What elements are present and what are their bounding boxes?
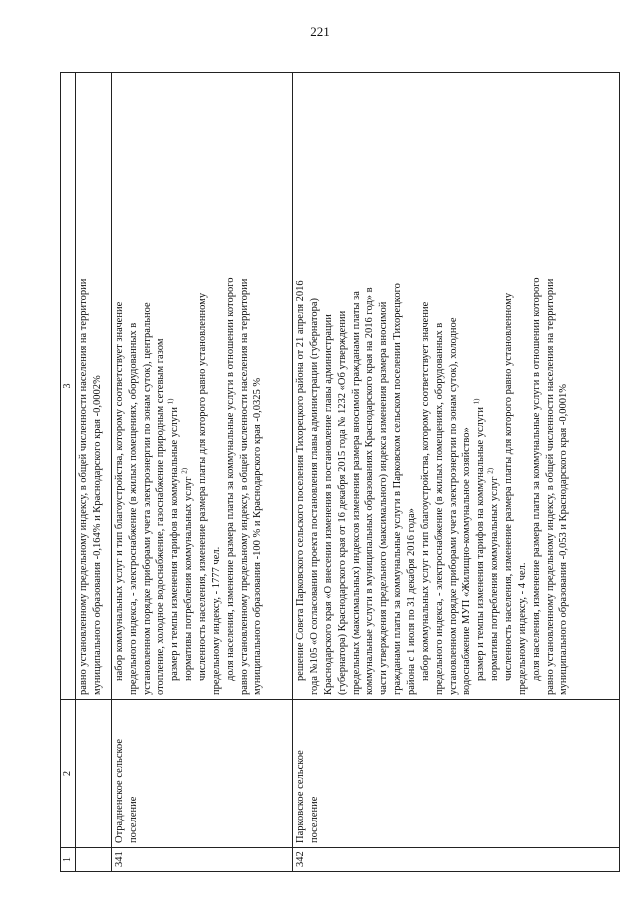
continuation-text: равно установленному предельному индексу, в общей численности населения на территории муниципального образования -0,164% и Краснодарского края -0,0002% — [76, 73, 112, 700]
header-col-3: 3 — [61, 73, 76, 700]
settlement-name: Парковское сельское поселение — [293, 700, 620, 848]
settlement-name: Отрадненское сельское поселение — [111, 700, 292, 848]
row-description: решение Совета Парковского сельского поселения Тихорецкого района от 21 апреля 2016 года №105 «О согласовании проекта постановления главы администрации (губернатора) Краснодарского края «О внесении изменения в постановление главы администрации (губернатора) Краснодарского края от 16 декабря 2015 года № 1232 «Об утверждении предельных (максимальных) индексов изменения размера вносимой гражданами платы за коммунальные услуги в муниципальных образованиях Краснодарского края на 2016 год» в части утверждения предельного (максимального) индекса изменения размера вносимой гражданами платы за коммунальные услуги в Парковском сельском поселении Тихорецкого района с 1 июля по 31 декабря 2016 года» набор коммунальных услуг и тип благоустройства, которому соответствует значение предельного индекса, - электроснабжение (в жилых помещениях, оборудованных в установленном порядке приборами учета электроэнергии по зонам суток), холодное водоснабжение МУП «Жилищно-коммунальное хозяйство» размер и темпы изменения тарифов на коммунальные услуги $^{1)}$ нормативы потребления коммунальных услуг $^{2)}$ численность населения, изменение размера платы для которого равно установленному предельному индексу, - 4 чел. доля населения, изменение размера платы за коммунальные услуги в отношении которого равно установленному предельному индексу, в общей численности населения на территории муниципального образования -0,053 и Краснодарского края -0,0001% — [293, 73, 620, 700]
header-col-1: 1 — [61, 848, 76, 872]
table-row-341 — [111, 73, 292, 872]
row-number: 342 — [293, 848, 620, 872]
continuation-row — [76, 73, 112, 872]
table-row-342 — [293, 73, 620, 872]
rotated-table-container — [60, 72, 620, 872]
document-table — [60, 72, 620, 872]
row-description: набор коммунальных услуг и тип благоустройства, которому соответствует значение предельного индекса, - электроснабжение (в жилых помещениях, оборудованных в установленном порядке приборами учета электроэнергии по зонам суток), центральное отопление, холодное водоснабжение, газоснабжение природным сетевым газом размер и темпы изменения тарифов на коммунальные услуги $^{1)}$ нормативы потребления коммунальных услуг $^{2)}$ численность населения, изменение размера платы для которого равно установленному предельному индексу, - 1777 чел. доля населения, изменение размера платы за коммунальные услуги в отношении которого равно установленному предельному индексу, в общей численности населения на территории муниципального образования -100 % и Краснодарского края -0,0325 % — [111, 73, 292, 700]
page-number: 221 — [310, 24, 330, 39]
header-col-2: 2 — [61, 700, 76, 848]
header-row — [61, 73, 76, 872]
row-number: 341 — [111, 848, 292, 872]
